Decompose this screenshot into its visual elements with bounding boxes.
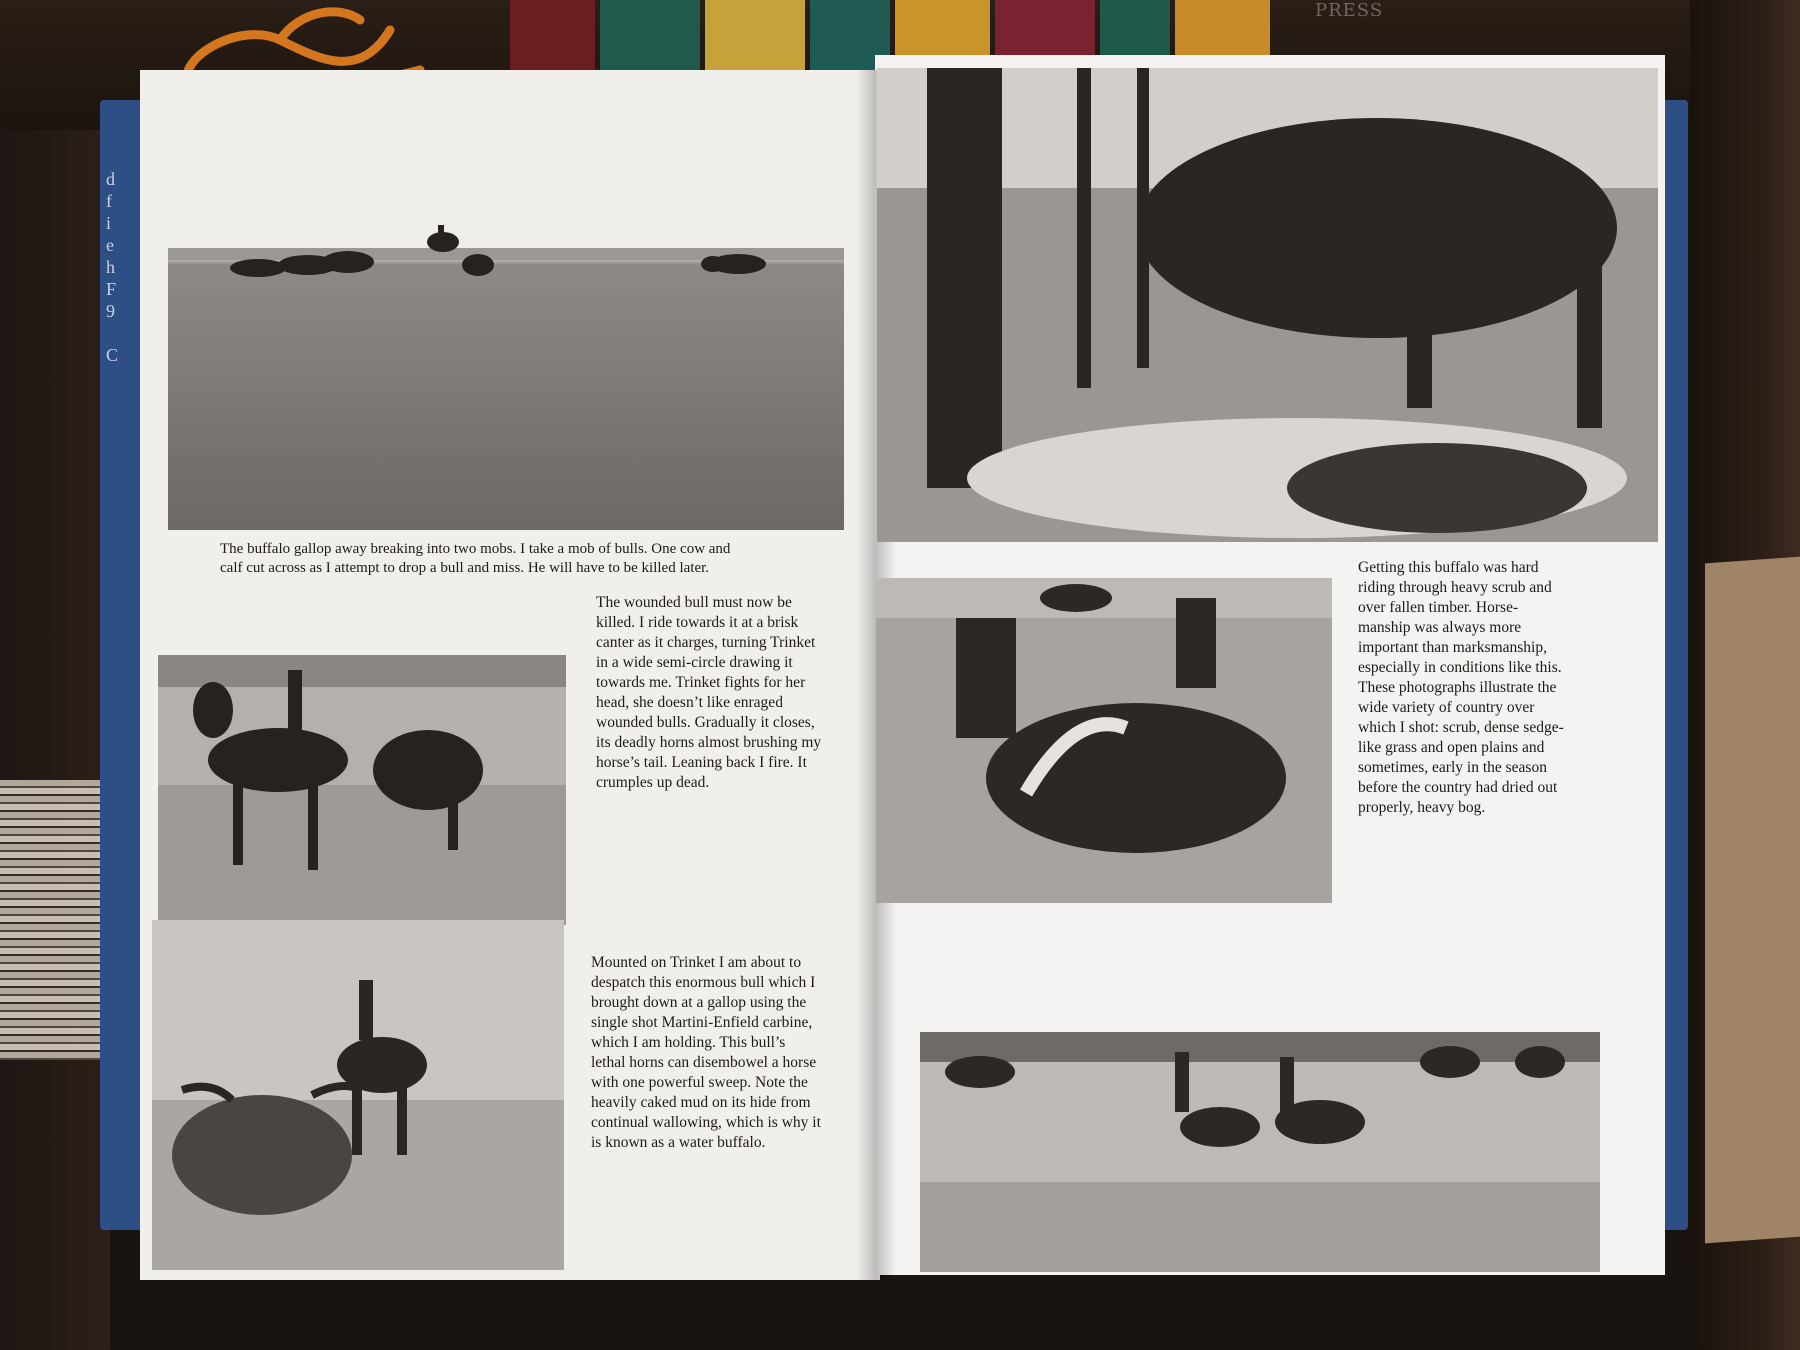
cardboard-edge xyxy=(1705,557,1800,1244)
caption-buffalo-herd: The buffalo gallop away breaking into two mobs. I take a mob of bulls. One cow and calf cut across as I attempt to drop a bull and miss. He will have to be killed later. xyxy=(220,541,731,576)
book-spine xyxy=(705,0,805,78)
shelf-book-label: PRESS xyxy=(1315,0,1384,21)
book-spine xyxy=(600,0,700,78)
left-furniture xyxy=(0,130,110,1350)
paper-stack xyxy=(0,780,100,1060)
photo-rider-charging-bull xyxy=(158,655,566,925)
photo-man-horse-dead-buffalo xyxy=(877,68,1658,542)
caption-hard-riding: Getting this buffalo was hard riding through heavy scrub and over fallen timber. Horse- manship was always more important than marksmanship, especially in conditions like this. These photographs illustrate the wide variety of country over which I shot: scrub, dense sedge- like grass and open plains and sometimes, early in the season before the country had dried out properly, heavy bog. xyxy=(1358,559,1564,816)
book-spine xyxy=(510,0,595,78)
caption-mounted-with-bull: Mounted on Trinket I am about to despatch this enormous bull which I brought down at a gallop using the single shot Martini-Enfield carbine, which I am holding. This bull’s lethal horns can disembowel a horse with one powerful sweep. Note the heavily caked mud on its hide from continual wallowing, which is why it is known as a water buffalo. xyxy=(591,954,821,1151)
photo-plains-horses xyxy=(920,1032,1600,1272)
photo-mounted-with-bull xyxy=(152,920,564,1270)
photo-buffalo-herd xyxy=(168,190,844,530)
cover-edge-text: d f i e h F 9 C xyxy=(106,169,119,365)
caption-rider-charging-bull: The wounded bull must now be killed. I ride towards it at a brisk canter as it charges, turning Trinket in a wide semi-circle drawing it towards me. Trinket fights for her head, she doesn’t like enraged wounded bulls. Gradually it closes, its deadly horns almost brushing my horse’s tail. Leaning back I fire. It crumples up dead. xyxy=(596,594,822,791)
photo-men-fallen-buffalo xyxy=(876,578,1332,903)
